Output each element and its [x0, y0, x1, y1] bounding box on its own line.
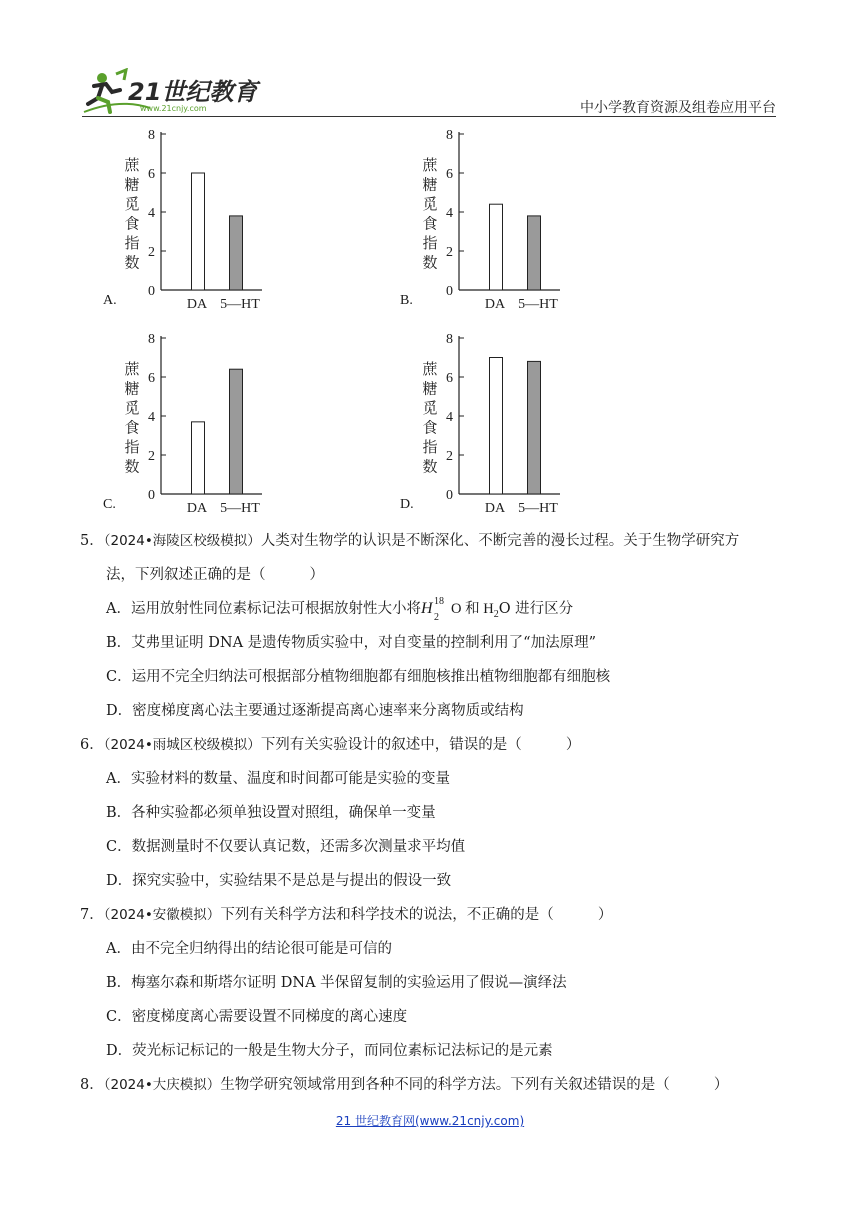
y-tick-label: 8 [148, 332, 155, 347]
category-label: DA [484, 501, 506, 516]
footer-link[interactable]: 21 世纪教育网(www.21cnjy.com) [335, 1114, 525, 1128]
y-axis-label-char: 数 [422, 457, 438, 476]
option-text: A．运用放射性同位素标记法可根据放射性大小将 [106, 601, 421, 617]
bar-da [192, 422, 205, 494]
question-5-option-c: C．运用不完全归纳法可根据部分植物细胞都有细胞核推出植物细胞都有细胞核 [106, 669, 611, 685]
question-text: 法，下列叙述正确的是（ [106, 567, 266, 583]
y-axis-label-char: 觅 [124, 399, 140, 417]
header-slogan: 中小学教育资源及组卷应用平台 [580, 100, 776, 116]
y-axis-label-char: 蔗 [124, 156, 140, 174]
chart-option-a [112, 124, 312, 314]
bar-chart-svg [410, 328, 610, 518]
y-tick-label: 6 [446, 167, 453, 182]
y-axis-label-char: 数 [124, 253, 140, 272]
category-label: DA [186, 297, 208, 312]
bar-5ht [528, 216, 541, 290]
y-tick-label: 0 [446, 284, 453, 299]
header-divider [82, 116, 776, 117]
y-axis-label-char: 糖 [422, 379, 438, 398]
question-number: 6． [80, 737, 104, 753]
logo-url: www.21cnjy.com [140, 104, 207, 113]
paren-close: ） [309, 567, 324, 583]
category-label: 5—HT [220, 501, 260, 516]
y-tick-label: 4 [148, 206, 155, 221]
y-tick-label: 2 [446, 245, 453, 260]
question-text: 人类对生物学的认识是不断深化、不断完善的漫长过程。关于生物学研究方 [260, 533, 740, 549]
y-axis-label-char: 糖 [422, 175, 438, 194]
chart-option-b [410, 124, 610, 314]
y-tick-label: 2 [446, 449, 453, 464]
question-source: （2024•安徽模拟） [103, 907, 221, 923]
logo [80, 68, 258, 118]
category-label: 5—HT [518, 501, 558, 516]
question-7-option-d: D．荧光标记标记的一般是生物大分子，而同位素标记法标记的是元素 [106, 1043, 553, 1059]
formula-sub: 2 [493, 608, 499, 620]
formula-h: H [420, 600, 433, 617]
y-axis-label-char: 觅 [422, 399, 438, 417]
y-axis-label-char: 数 [124, 457, 140, 476]
bar-da [192, 173, 205, 290]
question-5-option-b: B．艾弗里证明 DNA 是遗传物质实验中，对自变量的控制利用了“加法原理” [106, 635, 596, 651]
y-axis-label-char: 蔗 [422, 360, 438, 378]
y-axis-label-char: 数 [422, 253, 438, 272]
category-label: DA [186, 501, 208, 516]
paren-close: ） [565, 737, 581, 753]
question-7-option-b: B．梅塞尔森和斯塔尔证明 DNA 半保留复制的实验运用了假说—演绎法 [106, 975, 567, 991]
question-text: 下列有关科学方法和科学技术的说法，不正确的是（ [220, 907, 554, 923]
question-text: 生物学研究领域常用到各种不同的科学方法。下列有关叙述错误的是（ [220, 1077, 670, 1093]
formula-sub: 2 [433, 612, 439, 623]
question-6-option-c: C．数据测量时不仅要认真记数，还需多次测量求平均值 [106, 839, 466, 855]
bar-5ht [528, 361, 541, 494]
page-header [0, 0, 860, 120]
y-tick-label: 0 [148, 488, 155, 503]
y-axis-label-char: 指 [422, 234, 438, 252]
question-number: 7． [80, 907, 104, 923]
formula-sup: 18 [433, 596, 444, 607]
y-axis-label-char: 糖 [124, 379, 140, 398]
y-axis-label-char: 指 [124, 234, 140, 252]
question-7-option-a: A．由不完全归纳得出的结论很可能是可信的 [106, 941, 392, 957]
question-source: （2024•雨城区校级模拟） [103, 737, 261, 753]
y-tick-label: 4 [446, 206, 453, 221]
question-source: （2024•大庆模拟） [103, 1077, 221, 1093]
option-text: O 进行区分 [498, 601, 574, 617]
question-5-stem [80, 531, 739, 551]
y-tick-label: 6 [148, 167, 155, 182]
paren-close: ） [713, 1077, 729, 1093]
y-tick-label: 6 [446, 371, 453, 386]
y-tick-label: 2 [148, 245, 155, 260]
option-text: O 和 H [450, 601, 494, 617]
question-8-stem [80, 1075, 728, 1095]
question-5-stem-cont [106, 565, 324, 585]
question-number: 8． [80, 1077, 104, 1093]
y-axis-label-char: 食 [124, 418, 140, 437]
y-axis-label-char: 食 [422, 214, 438, 233]
option-d-label: D. [400, 497, 414, 512]
option-c-label: C. [103, 497, 116, 512]
y-axis-label-char: 食 [422, 418, 438, 437]
y-tick-label: 6 [148, 371, 155, 386]
question-5-option-a [106, 596, 574, 625]
y-tick-label: 2 [148, 449, 155, 464]
bar-chart-svg [112, 328, 312, 518]
y-tick-label: 8 [446, 332, 453, 347]
y-axis-label-char: 食 [124, 214, 140, 233]
y-axis-label-char: 糖 [124, 175, 140, 194]
question-source: （2024•海陵区校级模拟） [103, 533, 261, 549]
bar-da [490, 358, 503, 495]
question-7-option-c: C．密度梯度离心需要设置不同梯度的离心速度 [106, 1009, 408, 1025]
bar-5ht [230, 216, 243, 290]
bar-da [490, 204, 503, 290]
option-a-label: A. [103, 293, 117, 308]
category-label: DA [484, 297, 506, 312]
y-axis-label-char: 觅 [422, 195, 438, 213]
question-7-stem [80, 905, 612, 925]
y-tick-label: 4 [446, 410, 453, 425]
question-6-option-d: D．探究实验中，实验结果不是总是与提出的假设一致 [106, 873, 452, 889]
y-axis-label-char: 指 [422, 438, 438, 456]
option-b-label: B. [400, 293, 413, 308]
y-tick-label: 8 [148, 128, 155, 143]
paren-close: ） [597, 907, 613, 923]
y-tick-label: 0 [446, 488, 453, 503]
y-tick-label: 0 [148, 284, 155, 299]
question-5-option-d: D．密度梯度离心法主要通过逐渐提高离心速率来分离物质或结构 [106, 703, 524, 719]
chart-option-d [410, 328, 610, 518]
chart-option-c [112, 328, 312, 518]
question-text: 下列有关实验设计的叙述中，错误的是（ [260, 737, 522, 753]
y-tick-label: 8 [446, 128, 453, 143]
y-axis-label-char: 蔗 [124, 360, 140, 378]
y-axis-label-char: 指 [124, 438, 140, 456]
y-tick-label: 4 [148, 410, 155, 425]
question-6-option-a: A．实验材料的数量、温度和时间都可能是实验的变量 [106, 771, 450, 787]
logo-text: 21世纪教育 [128, 78, 258, 106]
category-label: 5—HT [220, 297, 260, 312]
bar-chart-svg [410, 124, 610, 314]
bar-5ht [230, 369, 243, 494]
question-6-option-b: B．各种实验都必须单独设置对照组，确保单一变量 [106, 805, 436, 821]
bar-chart-svg [112, 124, 312, 314]
category-label: 5—HT [518, 297, 558, 312]
y-axis-label-char: 蔗 [422, 156, 438, 174]
y-axis-label-char: 觅 [124, 195, 140, 213]
question-number: 5． [80, 533, 104, 549]
question-6-stem [80, 735, 580, 755]
